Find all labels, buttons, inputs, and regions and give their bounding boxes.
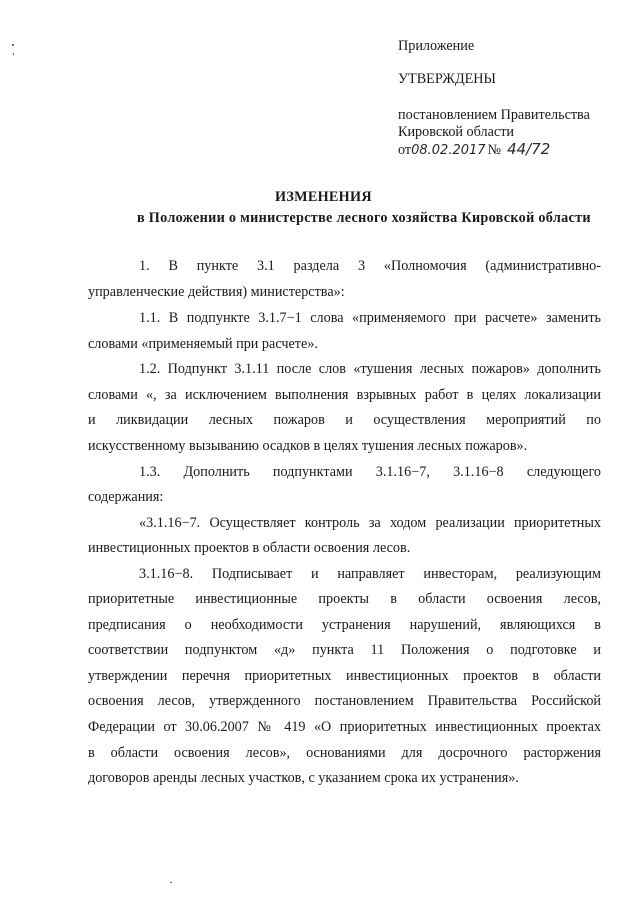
body-line: 1.3. Дополнить подпунктами 3.1.16−7, 3.1.16−8 следующего [139,464,601,480]
decree-date-number [398,140,550,160]
body-line: 3.1.16−8. Подписывает и направляет инвесторам, реализующим [139,566,601,582]
scan-speck [12,44,14,46]
body-line: утверждении перечня приоритетных инвестиционных проектов в области [88,668,601,684]
decree-line-2: Кировской области [398,124,514,140]
body-line: приоритетные инвестиционные проекты в области освоения лесов, [88,591,601,607]
decree-line-1: постановлением Правительства [398,107,590,123]
body-line: и ликвидации лесных пожаров и осуществления мероприятий по [88,412,601,428]
date-prefix: от [398,142,412,158]
document-subtitle: в Положении о министерстве лесного хозяйства Кировской области [137,210,591,226]
approved-label: УТВЕРЖДЕНЫ [398,71,496,87]
number-prefix: № [487,142,502,158]
body-line: соответствии подпунктом «д» пункта 11 Положения о подготовке и [88,642,601,658]
body-line: освоения лесов, утвержденного постановлением Правительства Российской [88,693,601,709]
body-line: 1.1. В подпункте 3.1.7−1 слова «применяемого при расчете» заменить [139,310,601,326]
body-line: содержания: [88,489,164,505]
handwritten-date: 08.02.2017 [411,143,486,158]
body-line: 1. В пункте 3.1 раздела 3 «Полномочия (административно- [139,258,601,274]
scan-speck [170,882,172,883]
body-line: инвестиционных проектов в области освоения лесов. [88,540,411,556]
body-line: словами «, за исключением выполнения взрывных работ в целях локализации [88,387,601,403]
document-title: ИЗМЕНЕНИЯ [275,189,372,205]
body-line: предписания о необходимости устранения нарушений, являющихся в [88,617,601,633]
body-line: 1.2. Подпункт 3.1.11 после слов «тушения лесных пожаров» дополнить [139,361,601,377]
body-line: «3.1.16−7. Осуществляет контроль за ходом реализации приоритетных [139,515,601,531]
body-line: управленческие действия) министерства»: [88,284,345,300]
body-line: договоров аренды лесных участков, с указанием срока их устранения». [88,770,519,786]
body-line: искусственному вызыванию осадков в целях тушения лесных пожаров». [88,438,528,454]
handwritten-number: 44/72 [507,140,551,158]
body-line: в области освоения лесов», основаниями для досрочного расторжения [88,745,601,761]
appendix-label: Приложение [398,38,475,54]
scan-speck [13,53,14,55]
body-line: словами «применяемый при расчете». [88,336,318,352]
body-line: Федерации от 30.06.2007 № 419 «О приоритетных инвестиционных проектах [88,719,601,735]
